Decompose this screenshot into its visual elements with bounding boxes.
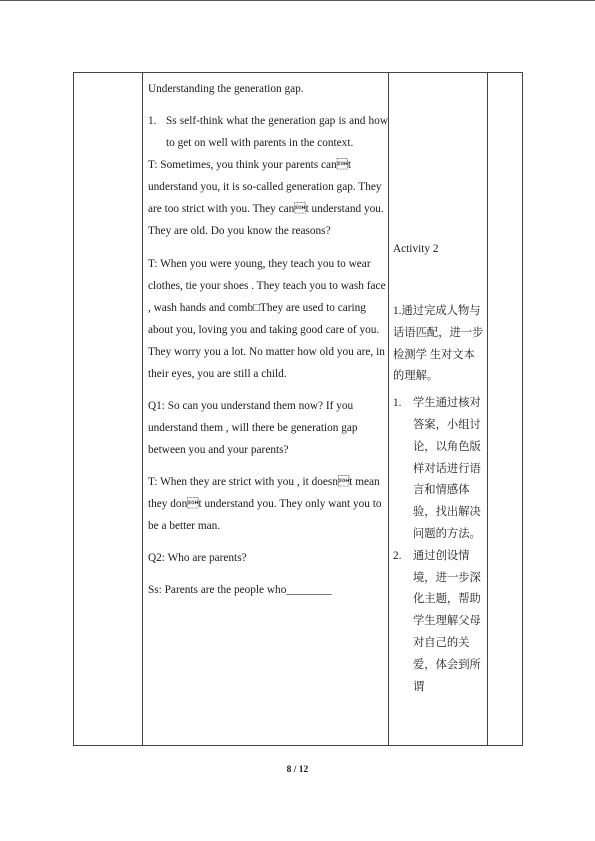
intent-notes <box>393 301 485 698</box>
teaching-procedure-cell <box>148 73 388 601</box>
question-1: Q1: So can you understand them now? If you understand them , will there be generation gap between you and your parents? <box>148 400 358 456</box>
section-heading: Understanding the generation gap. <box>148 83 304 95</box>
teacher-paragraph-2: T: When you were young, they teach you to wear clothes, tie your shoes . They teach you to wash face , wash hands and comb□They are used to caring about you, loving you and taking good care of you. They worry you a lot. No matter how old you are, in their eyes, you are still a child. <box>148 258 386 380</box>
column-divider-1 <box>142 73 143 745</box>
intent-intro: 1.通过完成人物与话语匹配，进一步检测学 生对文本的理解。 <box>393 305 484 383</box>
teacher-paragraph-3: T: When they are strict with you , it doesnt mean they dont understand you. They only want you to be a better man. <box>148 476 382 532</box>
student-answer: Ss: Parents are the people who________ <box>148 584 332 596</box>
list-number: 1. <box>148 115 157 127</box>
intent-item <box>393 546 485 699</box>
column-divider-3 <box>487 73 488 745</box>
intent-number: 1. <box>393 397 402 410</box>
intent-text: 通过创设情境，进一步深化主题，帮助学生理解父母对自己的关爱，体会到所谓 <box>413 549 481 693</box>
top-rule <box>0 0 595 1</box>
column-divider-2 <box>388 73 389 745</box>
question-2: Q2: Who are parents? <box>148 552 247 564</box>
intent-item <box>393 393 485 546</box>
list-text: Ss self-think what the generation gap is and how to get on well with parents in the context. <box>166 115 388 149</box>
activity-label: Activity 2 <box>393 243 439 255</box>
lesson-table <box>73 72 523 746</box>
intent-number: 2. <box>393 549 402 562</box>
teacher-paragraph-1: T: Sometimes, you think your parents cant understand you, it is so-called generation gap. They are too strict with you. They cant understand you. They are old. Do you know the reasons? <box>148 159 384 237</box>
list-item <box>148 110 388 154</box>
intent-text: 学生通过核对答案，小组讨论，以角色版样对话进行语言和情感体验，找出解决问题的方法。 <box>413 397 481 540</box>
page-number: 8 / 12 <box>286 765 309 775</box>
